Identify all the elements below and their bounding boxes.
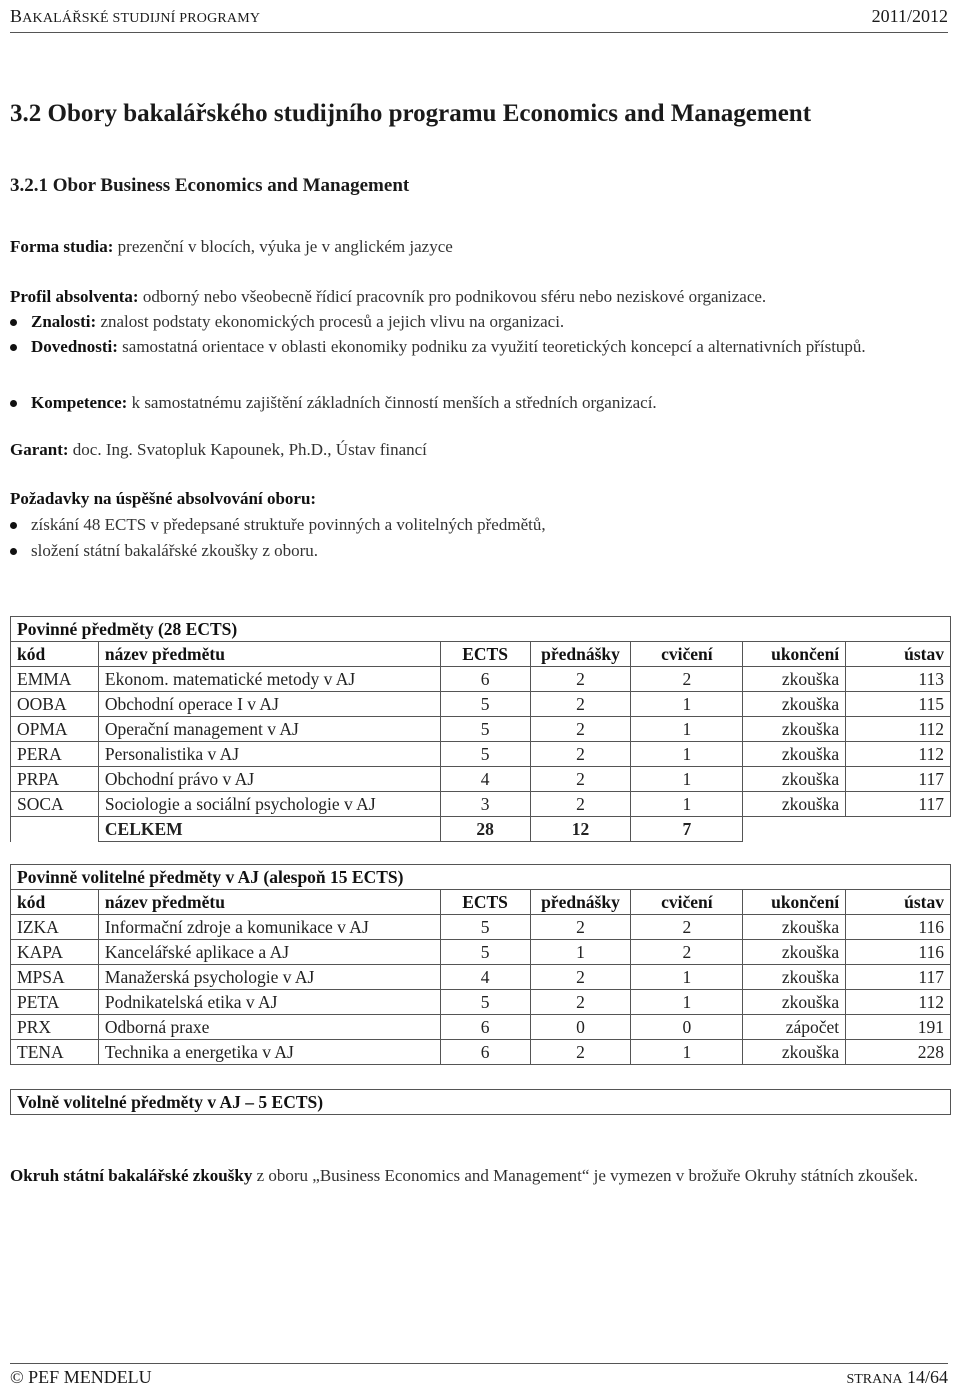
column-header: cvičení [631, 642, 743, 667]
bullet-icon [10, 344, 17, 351]
cell-ects: 5 [440, 940, 530, 965]
cell-ustav: 117 [846, 792, 951, 817]
column-header: cvičení [631, 890, 743, 915]
cell-kod: OOBA [11, 692, 99, 717]
column-header: přednášky [530, 890, 631, 915]
garant-label: Garant: [10, 440, 69, 459]
bullet-znalosti [10, 309, 952, 334]
table-row [11, 767, 951, 792]
cell-prednasky: 2 [530, 667, 631, 692]
forma-studia [10, 234, 952, 259]
cell-ukonceni: zápočet [743, 1015, 846, 1040]
cell-nazev: Sociologie a sociální psychologie v AJ [98, 792, 440, 817]
cell-kod: MPSA [11, 965, 99, 990]
profil-absolventa [10, 284, 952, 309]
cell-ustav [846, 817, 951, 842]
okruh-text: z oboru „Business Economics and Management“ je vymezen v brožuře Okruhy státních zkoušek. [252, 1166, 918, 1185]
cell-ects: 5 [440, 915, 530, 940]
cell-ects: 5 [440, 742, 530, 767]
cell-prednasky: 2 [530, 965, 631, 990]
bullet-text: k samostatnému zajištění základních činností menších a středních organizací. [127, 393, 657, 412]
column-header: ústav [846, 890, 951, 915]
column-header: ECTS [440, 642, 530, 667]
cell-ustav: 113 [846, 667, 951, 692]
column-header: kód [11, 642, 99, 667]
table-row [11, 915, 951, 940]
cell-prednasky: 2 [530, 742, 631, 767]
cell-cviceni: 1 [631, 990, 743, 1015]
cell-nazev: Obchodní operace I v AJ [98, 692, 440, 717]
subsection-title: 3.2.1 Obor Business Economics and Management [10, 175, 410, 196]
cell-ustav: 117 [846, 767, 951, 792]
bullet-icon [10, 400, 17, 407]
column-header: název předmětu [98, 642, 440, 667]
cell-ukonceni: zkouška [743, 717, 846, 742]
cell-ects: 4 [440, 965, 530, 990]
cell-kod: PRX [11, 1015, 99, 1040]
footer-page-number: 14/64 [906, 1367, 948, 1387]
bullet-text: znalost podstaty ekonomických procesů a jejich vlivu na organizaci. [96, 312, 565, 331]
table-povinne [10, 616, 951, 842]
cell-ects: 5 [440, 692, 530, 717]
bullet-icon [10, 522, 17, 529]
cell-prednasky: 12 [530, 817, 631, 842]
table-title: Povinně volitelné předměty v AJ (alespoň 15 ECTS) [11, 865, 951, 890]
cell-cviceni: 7 [631, 817, 743, 842]
bullet-icon [10, 548, 17, 555]
column-header: ústav [846, 642, 951, 667]
cell-prednasky: 0 [530, 1015, 631, 1040]
cell-ustav: 112 [846, 717, 951, 742]
table-title: Povinné předměty (28 ECTS) [11, 617, 951, 642]
profil-label: Profil absolventa: [10, 287, 139, 306]
cell-ustav: 112 [846, 990, 951, 1015]
cell-prednasky: 2 [530, 717, 631, 742]
cell-ustav: 117 [846, 965, 951, 990]
cell-cviceni: 1 [631, 692, 743, 717]
bullet-label: Znalosti: [31, 312, 97, 331]
cell-cviceni: 1 [631, 965, 743, 990]
total-row [11, 817, 951, 842]
cell-kod: TENA [11, 1040, 99, 1065]
cell-cviceni: 2 [631, 667, 743, 692]
cell-ustav: 116 [846, 915, 951, 940]
cell-ukonceni: zkouška [743, 965, 846, 990]
table-row [11, 990, 951, 1015]
table-row [11, 692, 951, 717]
cell-ukonceni [743, 817, 846, 842]
cell-nazev: Operační management v AJ [98, 717, 440, 742]
cell-prednasky: 2 [530, 1040, 631, 1065]
cell-cviceni: 1 [631, 792, 743, 817]
cell-nazev: CELKEM [98, 817, 440, 842]
cell-cviceni: 2 [631, 915, 743, 940]
bullet-dovednosti [10, 334, 952, 359]
cell-nazev: Personalistika v AJ [98, 742, 440, 767]
cell-cviceni: 2 [631, 940, 743, 965]
cell-kod [11, 817, 99, 842]
table-header-row [11, 642, 951, 667]
cell-ects: 28 [440, 817, 530, 842]
column-header: ukončení [743, 890, 846, 915]
cell-kod: SOCA [11, 792, 99, 817]
cell-nazev: Obchodní právo v AJ [98, 767, 440, 792]
section-title: 3.2 Obory bakalářského studijního programu Economics and Management [10, 100, 812, 127]
cell-ukonceni: zkouška [743, 767, 846, 792]
garant [10, 437, 952, 462]
cell-nazev: Technika a energetika v AJ [98, 1040, 440, 1065]
column-header: název předmětu [98, 890, 440, 915]
cell-ects: 6 [440, 1015, 530, 1040]
table-row [11, 667, 951, 692]
table-povinne-volitelne [10, 864, 951, 1065]
pozadavky-label: Požadavky na úspěšné absolvování oboru: [10, 489, 317, 508]
cell-nazev: Kancelářské aplikace a AJ [98, 940, 440, 965]
footer-strana: STRANA [846, 1372, 903, 1387]
cell-prednasky: 2 [530, 792, 631, 817]
cell-ects: 5 [440, 717, 530, 742]
header-year: 2011/2012 [871, 6, 948, 26]
cell-cviceni: 1 [631, 717, 743, 742]
footer-page [846, 1367, 948, 1388]
cell-kod: PETA [11, 990, 99, 1015]
cell-ustav: 191 [846, 1015, 951, 1040]
bullet-text: samostatná orientace v oblasti ekonomiky podniku za využití teoretických koncepcí a alternativních přístupů. [117, 337, 866, 356]
table-row [11, 965, 951, 990]
garant-text: doc. Ing. Svatopluk Kapounek, Ph.D., Ústav financí [68, 440, 427, 459]
cell-cviceni: 0 [631, 1015, 743, 1040]
table-row [11, 1015, 951, 1040]
table-title: Volně volitelné předměty v AJ – 5 ECTS) [11, 1090, 951, 1115]
pozadavky-item-text: získání 48 ECTS v předepsané struktuře povinných a volitelných předmětů, [31, 515, 546, 534]
cell-ustav: 115 [846, 692, 951, 717]
cell-prednasky: 2 [530, 767, 631, 792]
cell-ects: 6 [440, 1040, 530, 1065]
cell-kod: KAPA [11, 940, 99, 965]
cell-kod: IZKA [11, 915, 99, 940]
forma-label: Forma studia: [10, 237, 114, 256]
page-footer [10, 1363, 948, 1390]
cell-ukonceni: zkouška [743, 940, 846, 965]
cell-ukonceni: zkouška [743, 1040, 846, 1065]
cell-ustav: 112 [846, 742, 951, 767]
cell-kod: OPMA [11, 717, 99, 742]
cell-prednasky: 2 [530, 915, 631, 940]
cell-kod: EMMA [11, 667, 99, 692]
cell-cviceni: 1 [631, 1040, 743, 1065]
footer-copyright: © PEF MENDELU [10, 1367, 152, 1387]
column-header: ukončení [743, 642, 846, 667]
page-header [10, 2, 948, 33]
cell-ukonceni: zkouška [743, 692, 846, 717]
bullet-kompetence [10, 390, 952, 415]
bullet-label: Dovednosti: [31, 337, 118, 356]
table-header-row [11, 890, 951, 915]
table-row [11, 742, 951, 767]
cell-nazev: Manažerská psychologie v AJ [98, 965, 440, 990]
pozadavky-heading [10, 486, 952, 511]
table-row [11, 940, 951, 965]
pozadavky-item [10, 538, 952, 563]
header-left: BAKALÁŘSKÉ STUDIJNÍ PROGRAMY [10, 6, 261, 26]
table-volne-volitelne [10, 1089, 951, 1115]
cell-ustav: 116 [846, 940, 951, 965]
cell-ukonceni: zkouška [743, 742, 846, 767]
cell-nazev: Ekonom. matematické metody v AJ [98, 667, 440, 692]
cell-ustav: 228 [846, 1040, 951, 1065]
pozadavky-item-text: složení státní bakalářské zkoušky z oboru. [31, 541, 319, 560]
cell-ukonceni: zkouška [743, 990, 846, 1015]
bullet-icon [10, 319, 17, 326]
table-row [11, 717, 951, 742]
cell-nazev: Informační zdroje a komunikace v AJ [98, 915, 440, 940]
table-row [11, 1040, 951, 1065]
bullet-label: Kompetence: [31, 393, 128, 412]
column-header: kód [11, 890, 99, 915]
cell-nazev: Odborná praxe [98, 1015, 440, 1040]
cell-cviceni: 1 [631, 767, 743, 792]
cell-ects: 6 [440, 667, 530, 692]
cell-kod: PERA [11, 742, 99, 767]
column-header: přednášky [530, 642, 631, 667]
cell-prednasky: 2 [530, 692, 631, 717]
profil-text: odborný nebo všeobecně řídicí pracovník pro podnikovou sféru nebo neziskové organizace. [138, 287, 767, 306]
table-row [11, 792, 951, 817]
cell-ukonceni: zkouška [743, 792, 846, 817]
cell-ects: 4 [440, 767, 530, 792]
cell-cviceni: 1 [631, 742, 743, 767]
column-header: ECTS [440, 890, 530, 915]
cell-nazev: Podnikatelská etika v AJ [98, 990, 440, 1015]
cell-ects: 3 [440, 792, 530, 817]
okruh [10, 1163, 952, 1188]
okruh-label: Okruh státní bakalářské zkoušky [10, 1166, 253, 1185]
cell-ukonceni: zkouška [743, 667, 846, 692]
cell-prednasky: 2 [530, 990, 631, 1015]
cell-prednasky: 1 [530, 940, 631, 965]
cell-ukonceni: zkouška [743, 915, 846, 940]
cell-ects: 5 [440, 990, 530, 1015]
forma-text: prezenční v blocích, výuka je v anglickém jazyce [113, 237, 453, 256]
pozadavky-item [10, 512, 952, 537]
cell-kod: PRPA [11, 767, 99, 792]
